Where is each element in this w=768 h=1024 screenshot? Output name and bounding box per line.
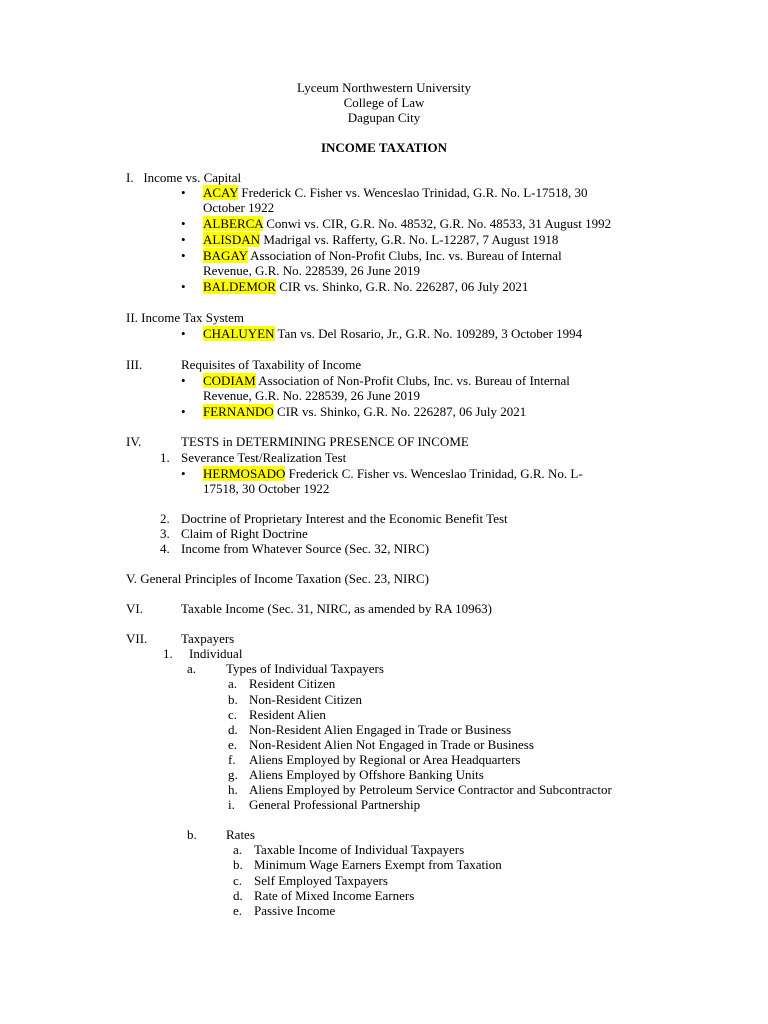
section-iii-number: III. [126,357,143,372]
list-item: General Professional Partnership [249,797,421,812]
student-name-highlight: CHALUYEN [203,326,275,341]
sub-number: 3. [160,526,170,541]
case-citation: Frederick C. Fisher vs. Wenceslao Trinidad, G.R. No. L- [288,466,583,481]
list-letter: c. [228,707,238,722]
list-item: Aliens Employed by Petroleum Service Contractor and Subcontractor [249,782,612,797]
sub-label: Rates [226,827,255,842]
list-item: Resident Citizen [249,676,336,691]
list-item: Rate of Mixed Income Earners [254,888,415,903]
section-vii-number: VII. [126,631,148,646]
list-letter: g. [228,767,238,782]
sub-label: Doctrine of Proprietary Interest and the Economic Benefit Test [181,511,508,526]
document-title: INCOME TAXATION [320,140,448,155]
section-ii-heading: II. Income Tax System [126,310,244,325]
section-iv-heading: TESTS in DETERMINING PRESENCE OF INCOME [181,434,469,449]
sub-number: 4. [160,541,170,556]
case-citation: Conwi vs. CIR, G.R. No. 48532, G.R. No. 48533, 31 August 1992 [266,216,612,231]
student-name-highlight: ALISDAN [203,232,261,247]
list-letter: c. [233,873,243,888]
student-name-highlight: ACAY [203,185,239,200]
list-item: Non-Resident Alien Engaged in Trade or Business [249,722,512,737]
sub-number: 2. [160,511,170,526]
list-item: Minimum Wage Earners Exempt from Taxation [254,857,502,872]
list-item: Taxable Income of Individual Taxpayers [254,842,465,857]
section-vi-number: VI. [126,601,143,616]
sub-label: Types of Individual Taxpayers [226,661,384,676]
list-item: Self Employed Taxpayers [254,873,388,888]
case-citation: Association of Non-Profit Clubs, Inc. vs. Bureau of Internal [250,248,562,263]
bullet-icon: • [181,404,186,419]
list-item: Non-Resident Alien Not Engaged in Trade or Business [249,737,534,752]
list-item: Aliens Employed by Offshore Banking Units [249,767,484,782]
bullet-icon: • [181,326,186,341]
case-citation-cont: 17518, 30 October 1922 [203,481,330,496]
list-item: Resident Alien [249,707,326,722]
sub-number: 1. [163,646,173,661]
case-citation: Frederick C. Fisher vs. Wenceslao Trinidad, G.R. No. L-17518, 30 [241,185,588,200]
list-item: Non-Resident Citizen [249,692,363,707]
list-letter: a. [233,842,243,857]
sub-label: Income from Whatever Source (Sec. 32, NIRC) [181,541,430,556]
university-name: Lyceum Northwestern University [296,80,471,95]
case-citation-cont: Revenue, G.R. No. 228539, 26 June 2019 [203,388,421,403]
list-letter: b. [233,857,243,872]
list-letter: i. [228,797,235,812]
section-iv-number: IV. [126,434,142,449]
section-v-heading: V. General Principles of Income Taxation (Sec. 23, NIRC) [126,571,429,586]
sub-label: Individual [189,646,243,661]
sub-label: Claim of Right Doctrine [181,526,308,541]
student-name-highlight: BAGAY [203,248,248,263]
case-citation: CIR vs. Shinko, G.R. No. 226287, 06 July 2021 [279,279,529,294]
student-name-highlight: ALBERCA [203,216,263,231]
list-letter: e. [228,737,238,752]
list-letter: e. [233,903,243,918]
student-name-highlight: FERNANDO [203,404,274,419]
section-iii-heading: Requisites of Taxability of Income [181,357,362,372]
section-i-heading: I. Income vs. Capital [126,170,242,185]
student-name-highlight: BALDEMOR [203,279,276,294]
section-vi-heading: Taxable Income (Sec. 31, NIRC, as amended by RA 10963) [181,601,493,616]
list-letter: f. [228,752,236,767]
sub-label: Severance Test/Realization Test [181,450,347,465]
bullet-icon: • [181,216,186,231]
bullet-icon: • [181,232,186,247]
college-name: College of Law [343,95,425,110]
bullet-icon: • [181,185,186,200]
list-item: Passive Income [254,903,336,918]
sub-number: 1. [160,450,170,465]
case-citation-cont: Revenue, G.R. No. 228539, 26 June 2019 [203,263,421,278]
list-letter: d. [228,722,238,737]
case-citation: CIR vs. Shinko, G.R. No. 226287, 06 July 2021 [277,404,527,419]
case-citation: Tan vs. Del Rosario, Jr., G.R. No. 109289, 3 October 1994 [277,326,583,341]
sub-letter: a. [187,661,197,676]
case-citation-cont: October 1922 [203,200,275,215]
city-name: Dagupan City [347,110,421,125]
list-letter: h. [228,782,238,797]
student-name-highlight: CODIAM [203,373,256,388]
case-citation: Association of Non-Profit Clubs, Inc. vs. Bureau of Internal [258,373,570,388]
list-item: Aliens Employed by Regional or Area Headquarters [249,752,521,767]
bullet-icon: • [181,248,186,263]
student-name-highlight: HERMOSADO [203,466,286,481]
bullet-icon: • [181,466,186,481]
list-letter: b. [228,692,238,707]
bullet-icon: • [181,373,186,388]
case-citation: Madrigal vs. Rafferty, G.R. No. L-12287, 7 August 1918 [263,232,559,247]
list-letter: a. [228,676,238,691]
list-letter: d. [233,888,243,903]
section-vii-heading: Taxpayers [181,631,235,646]
sub-letter: b. [187,827,197,842]
bullet-icon: • [181,279,186,294]
